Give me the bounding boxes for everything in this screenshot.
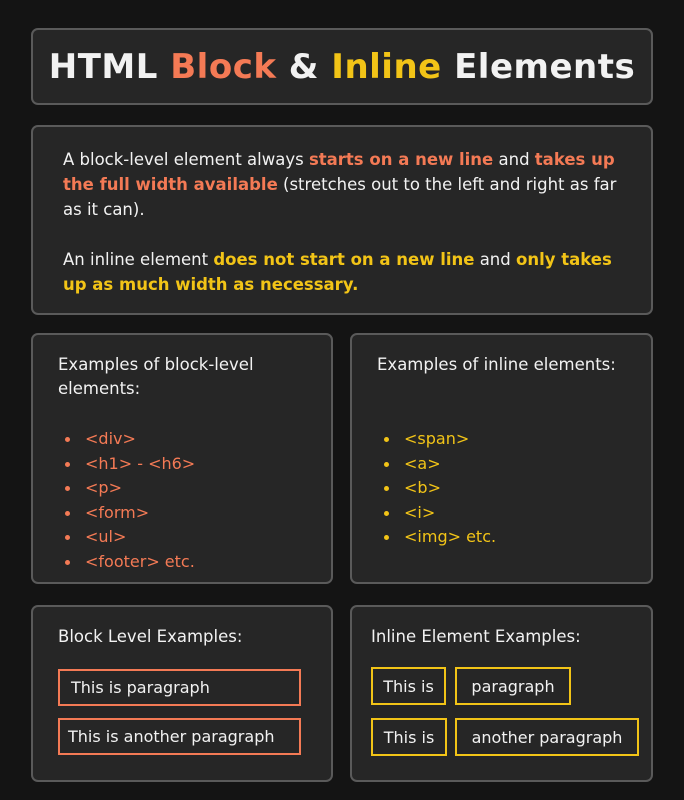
desc-block-text-2: and [493,150,535,169]
block-paragraph-box: This is paragraph [58,669,301,706]
list-item: <a> [382,452,496,477]
inline-examples-heading: Examples of inline elements: [377,355,616,374]
desc-block-highlight-1: starts on a new line [308,150,494,169]
page-title [49,47,635,87]
block-examples-card [31,333,333,584]
desc-inline-text-2: and [474,250,516,269]
list-item: <b> [382,476,496,501]
list-item: <img> etc. [382,525,496,550]
list-item: <i> [382,501,496,526]
inline-description [63,247,623,297]
desc-inline-highlight-2: only takes up as much width as necessary. [63,250,612,294]
block-description [63,147,623,222]
block-examples-heading: Examples of block-level elements: [58,355,254,398]
title-part-elements: Elements [441,46,636,87]
list-item: <ul> [63,525,195,550]
inline-span-box: paragraph [455,667,571,705]
title-part-inline: Inline [331,46,442,87]
description-card [31,125,653,315]
list-item: <h1> - <h6> [63,452,195,477]
desc-block-text-1: A block-level element always [63,150,309,169]
list-item: <footer> etc. [63,550,195,575]
title-part-block: Block [170,46,277,87]
inline-examples-card [350,333,653,584]
title-card [31,28,653,105]
inline-span-box: This is [371,667,446,705]
inline-span-box: This is [371,718,447,756]
desc-block-text-3: (stretches out to the left and right as far as it can). [63,175,617,219]
description-text [63,147,623,297]
block-demo-heading: Block Level Examples: [58,627,243,646]
block-demo-card [31,605,333,782]
block-examples-list [63,427,195,574]
desc-inline-highlight-1: does not start on a new line [213,250,475,269]
inline-span-box: another paragraph [455,718,639,756]
title-part-html: HTML [48,46,171,87]
inline-demo-heading: Inline Element Examples: [371,627,581,646]
desc-block-highlight-2: takes up the full width available [63,150,615,194]
list-item: <form> [63,501,195,526]
desc-inline-text-1: An inline element [63,250,214,269]
list-item: <div> [63,427,195,452]
block-paragraph-box: This is another paragraph [58,718,301,755]
title-part-amp: & [276,46,332,87]
list-item: <p> [63,476,195,501]
inline-examples-list [382,427,496,550]
inline-demo-card [350,605,653,782]
list-item: <span> [382,427,496,452]
